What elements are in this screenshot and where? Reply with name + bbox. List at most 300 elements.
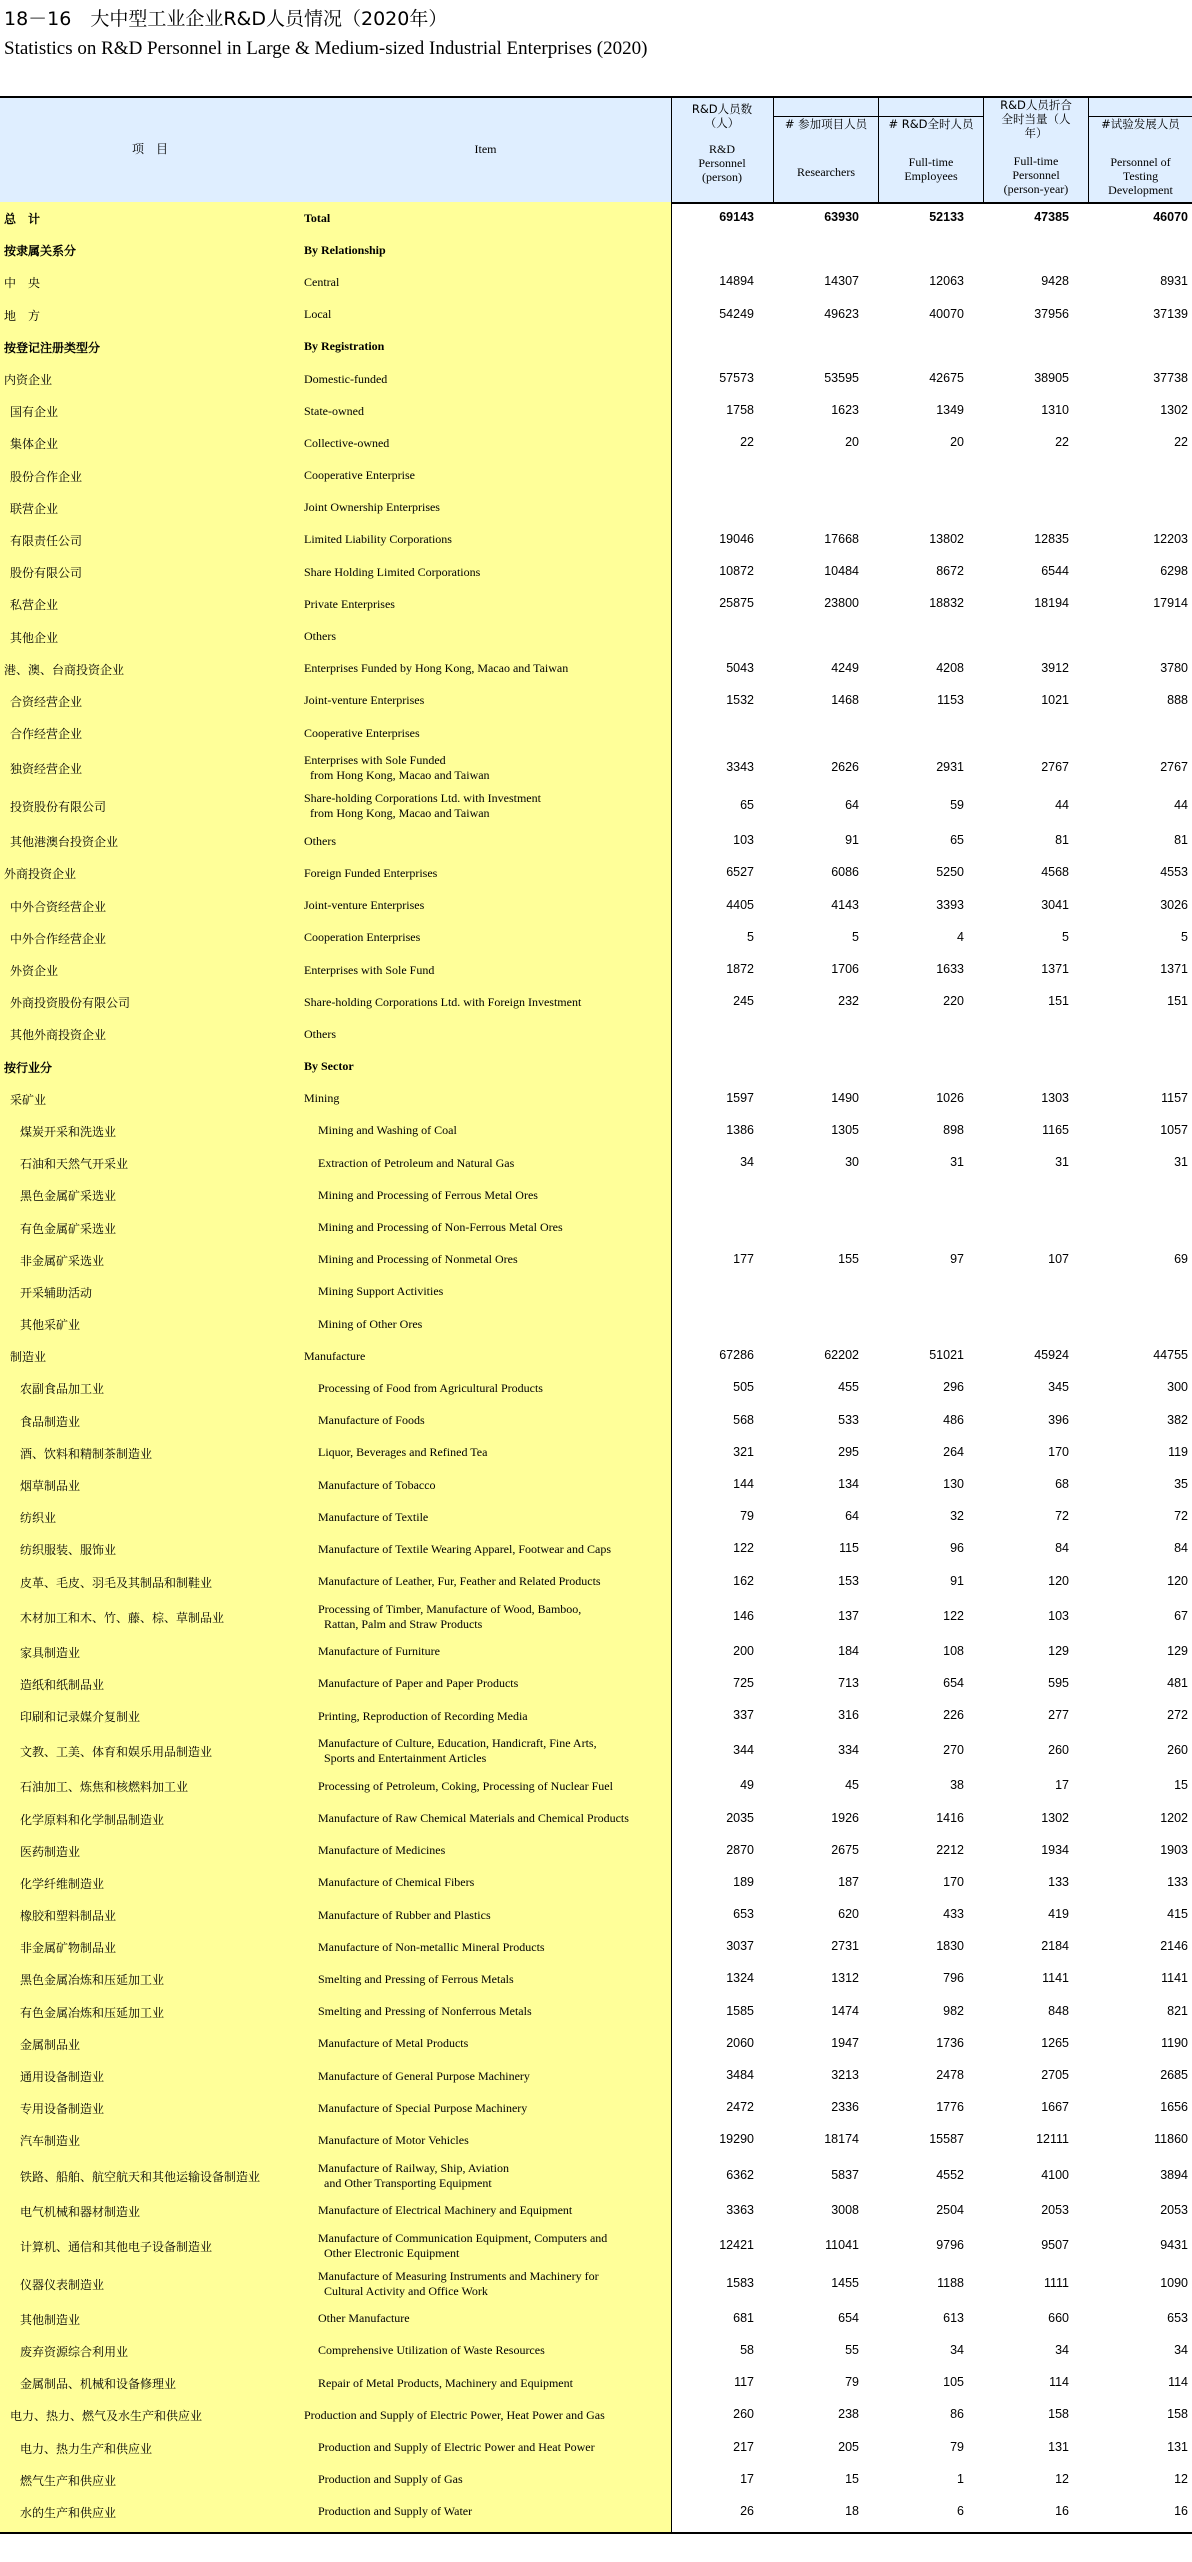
header-col-rd-personnel bbox=[671, 98, 773, 202]
row-value: 1141 bbox=[1042, 1971, 1069, 1986]
row-value: 59 bbox=[950, 798, 964, 813]
row-label-cn: 石油和天然气开采业 bbox=[20, 1157, 129, 1172]
row-value: 1141 bbox=[1161, 1971, 1188, 1986]
row-value: 65 bbox=[740, 798, 754, 813]
table-row bbox=[0, 857, 1192, 889]
row-label-en: Mining and Washing of Coal bbox=[318, 1123, 457, 1138]
row-value: 32 bbox=[950, 1509, 964, 1524]
row-label-cn: 投资股份有限公司 bbox=[10, 800, 107, 815]
row-value: 1776 bbox=[936, 2100, 964, 2115]
row-label-en: Manufacture of Motor Vehicles bbox=[318, 2132, 469, 2147]
row-label-cn: 内资企业 bbox=[4, 373, 53, 388]
row-value: 2504 bbox=[936, 2202, 964, 2217]
row-value: 1830 bbox=[936, 1939, 964, 1954]
table-row bbox=[0, 2367, 1192, 2399]
row-value: 6 bbox=[957, 2503, 964, 2518]
row-value: 595 bbox=[1048, 1675, 1069, 1690]
row-value: 129 bbox=[1167, 1643, 1188, 1658]
row-label-cn: 水的生产和供应业 bbox=[20, 2505, 117, 2520]
table-row bbox=[0, 1211, 1192, 1243]
row-label-en: Extraction of Petroleum and Natural Gas bbox=[318, 1155, 515, 1170]
row-value: 19290 bbox=[719, 2132, 754, 2147]
row-value: 505 bbox=[733, 1380, 754, 1395]
table-row bbox=[0, 2157, 1192, 2195]
row-value: 316 bbox=[838, 1708, 859, 1723]
row-value: 54249 bbox=[719, 306, 754, 321]
row-label-en: Manufacture of Non-metallic Mineral Products bbox=[318, 1939, 545, 1954]
table-row bbox=[0, 1405, 1192, 1437]
row-label-cn: 中外合作经营企业 bbox=[10, 931, 107, 946]
row-value: 2767 bbox=[1041, 760, 1069, 775]
row-value: 821 bbox=[1167, 2003, 1188, 2018]
row-value: 205 bbox=[838, 2439, 859, 2454]
row-value: 107 bbox=[1048, 1251, 1069, 1266]
row-value: 23800 bbox=[824, 596, 859, 611]
row-value: 217 bbox=[733, 2439, 754, 2454]
row-value: 12063 bbox=[929, 274, 964, 289]
row-value: 63930 bbox=[824, 210, 859, 225]
row-value: 4553 bbox=[1160, 865, 1188, 880]
table-row bbox=[0, 1802, 1192, 1834]
row-label-en: Processing of Food from Agricultural Products bbox=[318, 1380, 543, 1395]
row-value: 12 bbox=[1055, 2471, 1069, 2486]
row-value: 189 bbox=[733, 1874, 754, 1889]
header-c1-cn: R&D人员数（人） bbox=[691, 102, 753, 130]
row-value: 4405 bbox=[726, 897, 754, 912]
row-value: 30 bbox=[845, 1155, 859, 1170]
header-c2-en: Researchers bbox=[797, 165, 855, 179]
header-col-full-time-employees bbox=[879, 116, 983, 203]
row-label-cn: 独资经营企业 bbox=[10, 762, 83, 777]
row-value: 158 bbox=[1048, 2407, 1069, 2422]
row-value: 2931 bbox=[936, 760, 964, 775]
row-value: 10484 bbox=[824, 564, 859, 579]
row-value: 16 bbox=[1174, 2503, 1188, 2518]
table-row bbox=[0, 2399, 1192, 2431]
table-row bbox=[0, 588, 1192, 620]
row-label-en: Joint Ownership Enterprises bbox=[304, 500, 440, 515]
row-value: 187 bbox=[838, 1874, 859, 1889]
row-label-en: Share-holding Corporations Ltd. with Investment from Hong Kong, Macao and Taiwan bbox=[304, 791, 541, 821]
header-c3-cn: # R&D全时人员 bbox=[888, 117, 974, 131]
row-value: 1736 bbox=[936, 2035, 964, 2050]
row-value: 1597 bbox=[726, 1090, 754, 1105]
row-value: 19046 bbox=[719, 531, 754, 546]
table-row bbox=[0, 1276, 1192, 1308]
row-value: 1667 bbox=[1041, 2100, 1069, 2115]
row-label-cn: 橡胶和塑料制品业 bbox=[20, 1909, 117, 1924]
row-value: 131 bbox=[1048, 2439, 1069, 2454]
row-value: 37738 bbox=[1153, 371, 1188, 386]
row-value: 3343 bbox=[726, 760, 754, 775]
row-label-en: Enterprises Funded by Hong Kong, Macao and Taiwan bbox=[304, 661, 569, 676]
table-row bbox=[0, 266, 1192, 298]
row-value: 37139 bbox=[1153, 306, 1188, 321]
row-label-cn: 燃气生产和供应业 bbox=[20, 2473, 117, 2488]
row-value: 131 bbox=[1167, 2439, 1188, 2454]
row-value: 151 bbox=[1048, 994, 1069, 1009]
row-value: 53595 bbox=[824, 371, 859, 386]
table-row bbox=[0, 717, 1192, 749]
table-row bbox=[0, 2124, 1192, 2156]
row-value: 2478 bbox=[936, 2068, 964, 2083]
row-value: 1302 bbox=[1041, 1810, 1069, 1825]
row-value: 5 bbox=[1181, 929, 1188, 944]
row-value: 20 bbox=[950, 435, 964, 450]
row-value: 18194 bbox=[1034, 596, 1069, 611]
row-value: 1 bbox=[957, 2471, 964, 2486]
row-value: 5837 bbox=[831, 2167, 859, 2182]
row-value: 270 bbox=[943, 1743, 964, 1758]
row-label-cn: 专用设备制造业 bbox=[20, 2102, 105, 2117]
row-value: 3484 bbox=[726, 2068, 754, 2083]
page-title-cn: 18－16 大中型工业企业R&D人员情况（2020年） bbox=[4, 8, 448, 30]
row-value: 1934 bbox=[1041, 1842, 1069, 1857]
row-label-en: By Registration bbox=[304, 339, 385, 354]
row-value: 1583 bbox=[726, 2275, 754, 2290]
row-label-en: Joint-venture Enterprises bbox=[304, 898, 425, 913]
row-value: 12203 bbox=[1153, 531, 1188, 546]
row-value: 4 bbox=[957, 929, 964, 944]
row-value: 2035 bbox=[726, 1810, 754, 1825]
row-value: 12421 bbox=[719, 2237, 754, 2252]
row-label-en: Manufacture bbox=[304, 1348, 366, 1363]
table-row bbox=[0, 2227, 1192, 2265]
row-label-cn: 其他外商投资企业 bbox=[10, 1028, 107, 1043]
table-row bbox=[0, 1732, 1192, 1770]
header-c2-cn: # 参加项目人员 bbox=[784, 117, 868, 131]
row-value: 654 bbox=[838, 2310, 859, 2325]
table-row bbox=[0, 1244, 1192, 1276]
row-value: 277 bbox=[1048, 1708, 1069, 1723]
row-label-cn: 开采辅助活动 bbox=[20, 1285, 93, 1300]
row-label-cn: 铁路、船舶、航空航天和其他运输设备制造业 bbox=[20, 2169, 261, 2184]
row-value: 2053 bbox=[1160, 2202, 1188, 2217]
row-value: 120 bbox=[1167, 1573, 1188, 1588]
row-label-cn: 股份有限公司 bbox=[10, 566, 83, 581]
table-row bbox=[0, 2060, 1192, 2092]
row-value: 137 bbox=[838, 1608, 859, 1623]
row-value: 3363 bbox=[726, 2202, 754, 2217]
row-value: 14894 bbox=[719, 274, 754, 289]
row-label-en: Processing of Petroleum, Coking, Processing of Nuclear Fuel bbox=[318, 1778, 613, 1793]
row-value: 568 bbox=[733, 1412, 754, 1427]
row-label-en: Manufacture of Culture, Education, Handicraft, Fine Arts, Sports and Entertainment Articles bbox=[318, 1736, 597, 1766]
row-value: 79 bbox=[950, 2439, 964, 2454]
row-label-cn: 酒、饮料和精制茶制造业 bbox=[20, 1446, 153, 1461]
row-label-cn: 制造业 bbox=[10, 1350, 47, 1365]
row-label-en: Total bbox=[304, 210, 331, 225]
table-row bbox=[0, 890, 1192, 922]
row-value: 5 bbox=[852, 929, 859, 944]
row-value: 1656 bbox=[1160, 2100, 1188, 2115]
row-value: 1623 bbox=[831, 403, 859, 418]
table-row bbox=[0, 2195, 1192, 2227]
row-value: 4552 bbox=[936, 2167, 964, 2182]
row-value: 170 bbox=[943, 1874, 964, 1889]
row-value: 653 bbox=[1167, 2310, 1188, 2325]
row-value: 162 bbox=[733, 1573, 754, 1588]
row-value: 15 bbox=[845, 2471, 859, 2486]
row-value: 3894 bbox=[1160, 2167, 1188, 2182]
row-value: 8672 bbox=[936, 564, 964, 579]
page-title-en: Statistics on R&D Personnel in Large & Medium-sized Industrial Enterprises (2020) bbox=[4, 38, 648, 59]
table-row bbox=[0, 1899, 1192, 1931]
row-label-en: Foreign Funded Enterprises bbox=[304, 865, 438, 880]
table-row bbox=[0, 2303, 1192, 2335]
row-value: 65 bbox=[950, 833, 964, 848]
row-label-cn: 印刷和记录媒介复制业 bbox=[20, 1710, 141, 1725]
row-label-en: Manufacture of Special Purpose Machinery bbox=[318, 2100, 528, 2115]
row-value: 114 bbox=[1168, 2375, 1188, 2390]
table-row bbox=[0, 2265, 1192, 2303]
row-label-en: Repair of Metal Products, Machinery and Equipment bbox=[318, 2375, 573, 2390]
row-value: 105 bbox=[943, 2375, 964, 2390]
row-value: 69143 bbox=[719, 210, 754, 225]
table-row bbox=[0, 1668, 1192, 1700]
row-label-cn: 外资企业 bbox=[10, 964, 59, 979]
row-value: 382 bbox=[1167, 1412, 1188, 1427]
header-divider bbox=[878, 96, 879, 202]
row-value: 79 bbox=[740, 1509, 754, 1524]
row-value: 1302 bbox=[1160, 403, 1188, 418]
row-label-cn: 按登记注册类型分 bbox=[4, 340, 101, 355]
row-value: 69 bbox=[1174, 1251, 1188, 1266]
row-value: 3780 bbox=[1160, 660, 1188, 675]
table-header bbox=[0, 96, 1192, 204]
row-label-en: Manufacture of Communication Equipment, Computers and Other Electronic Equipment bbox=[318, 2230, 608, 2260]
row-value: 151 bbox=[1167, 994, 1188, 1009]
row-label-en: By Relationship bbox=[304, 242, 386, 257]
row-label-cn: 其他采矿业 bbox=[20, 1318, 81, 1333]
row-value: 45 bbox=[845, 1778, 859, 1793]
row-value: 130 bbox=[943, 1477, 964, 1492]
header-c5-cn: #试验发展人员 bbox=[1101, 117, 1180, 131]
row-value: 260 bbox=[1048, 1743, 1069, 1758]
row-value: 1416 bbox=[936, 1810, 964, 1825]
row-value: 1188 bbox=[937, 2275, 964, 2290]
row-value: 122 bbox=[733, 1541, 754, 1556]
row-value: 1157 bbox=[1161, 1090, 1188, 1105]
row-value: 1926 bbox=[831, 1810, 859, 1825]
row-value: 3026 bbox=[1160, 897, 1188, 912]
row-value: 4249 bbox=[831, 660, 859, 675]
table-row bbox=[0, 1533, 1192, 1565]
row-value: 232 bbox=[838, 994, 859, 1009]
row-value: 120 bbox=[1048, 1573, 1069, 1588]
row-value: 64 bbox=[845, 1509, 859, 1524]
row-value: 2053 bbox=[1041, 2202, 1069, 2217]
row-label-cn: 其他企业 bbox=[10, 630, 59, 645]
row-value: 2767 bbox=[1160, 760, 1188, 775]
row-label-cn: 食品制造业 bbox=[20, 1414, 81, 1429]
row-value: 22 bbox=[1055, 435, 1069, 450]
row-value: 1371 bbox=[1160, 962, 1188, 977]
row-label-en: Processing of Timber, Manufacture of Wood, Bamboo, Rattan, Palm and Straw Products bbox=[318, 1601, 582, 1631]
row-label-en: Manufacture of Railway, Ship, Aviation and Other Transporting Equipment bbox=[318, 2160, 509, 2190]
row-value: 49 bbox=[740, 1778, 754, 1793]
row-label-cn: 采矿业 bbox=[10, 1092, 47, 1107]
row-label-cn: 纺织服装、服饰业 bbox=[20, 1543, 117, 1558]
row-value: 81 bbox=[1055, 833, 1069, 848]
row-label-en: Production and Supply of Water bbox=[318, 2504, 473, 2519]
row-label-cn: 中 央 bbox=[4, 276, 41, 291]
row-value: 1324 bbox=[726, 1971, 754, 1986]
row-label-en: Limited Liability Corporations bbox=[304, 532, 452, 547]
row-value: 264 bbox=[943, 1444, 964, 1459]
row-value: 9431 bbox=[1160, 2237, 1188, 2252]
row-label-en: Printing, Reproduction of Recording Media bbox=[318, 1708, 528, 1723]
row-value: 38 bbox=[950, 1778, 964, 1793]
row-label-cn: 集体企业 bbox=[10, 437, 59, 452]
row-value: 1474 bbox=[831, 2003, 859, 2018]
row-value: 17668 bbox=[824, 531, 859, 546]
table-row bbox=[0, 299, 1192, 331]
row-value: 44 bbox=[1174, 798, 1188, 813]
header-col-testing-development bbox=[1089, 116, 1192, 203]
row-label-cn: 其他制造业 bbox=[20, 2312, 81, 2327]
table-row bbox=[0, 954, 1192, 986]
row-value: 300 bbox=[1167, 1380, 1188, 1395]
row-label-cn: 农副食品加工业 bbox=[20, 1382, 105, 1397]
row-value: 4143 bbox=[831, 897, 859, 912]
row-value: 260 bbox=[1167, 1743, 1188, 1758]
row-label-en: Manufacture of General Purpose Machinery bbox=[318, 2068, 530, 2083]
row-label-cn: 化学纤维制造业 bbox=[20, 1876, 105, 1891]
table-row bbox=[0, 620, 1192, 652]
row-value: 5043 bbox=[726, 660, 754, 675]
row-value: 134 bbox=[838, 1477, 859, 1492]
row-value: 660 bbox=[1048, 2310, 1069, 2325]
row-value: 47385 bbox=[1034, 210, 1069, 225]
row-label-cn: 地 方 bbox=[4, 308, 41, 323]
row-label-en: Cooperative Enterprises bbox=[304, 725, 420, 740]
row-value: 1455 bbox=[831, 2275, 859, 2290]
row-value: 260 bbox=[733, 2407, 754, 2422]
row-value: 245 bbox=[733, 994, 754, 1009]
row-label-cn: 黑色金属矿采选业 bbox=[20, 1189, 117, 1204]
row-value: 8931 bbox=[1160, 274, 1188, 289]
row-label-cn: 石油加工、炼焦和核燃料加工业 bbox=[20, 1780, 189, 1795]
row-value: 653 bbox=[733, 1907, 754, 1922]
row-value: 31 bbox=[950, 1155, 964, 1170]
row-label-cn: 家具制造业 bbox=[20, 1645, 81, 1660]
row-label-cn: 汽车制造业 bbox=[20, 2134, 81, 2149]
row-value: 97 bbox=[950, 1251, 964, 1266]
row-label-cn: 文教、工美、体育和娱乐用品制造业 bbox=[20, 1745, 213, 1760]
row-value: 67286 bbox=[719, 1348, 754, 1363]
table-row bbox=[0, 2431, 1192, 2463]
row-label-en: Smelting and Pressing of Ferrous Metals bbox=[318, 1971, 514, 1986]
row-label-cn: 外商投资股份有限公司 bbox=[10, 996, 131, 1011]
row-value: 396 bbox=[1048, 1412, 1069, 1427]
row-value: 848 bbox=[1048, 2003, 1069, 2018]
row-value: 2146 bbox=[1160, 1939, 1188, 1954]
header-divider bbox=[983, 96, 984, 202]
row-value: 15587 bbox=[929, 2132, 964, 2147]
row-value: 35 bbox=[1174, 1477, 1188, 1492]
row-label-en: Smelting and Pressing of Nonferrous Metals bbox=[318, 2004, 532, 2019]
header-item-en-col bbox=[300, 98, 671, 202]
row-value: 11041 bbox=[825, 2237, 859, 2252]
row-value: 5 bbox=[1062, 929, 1069, 944]
row-value: 433 bbox=[943, 1907, 964, 1922]
row-value: 4568 bbox=[1041, 865, 1069, 880]
table-row bbox=[0, 2092, 1192, 2124]
row-value: 5250 bbox=[936, 865, 964, 880]
table-row bbox=[0, 1867, 1192, 1899]
table-row bbox=[0, 2496, 1192, 2528]
row-label-en: Manufacture of Tobacco bbox=[318, 1477, 436, 1492]
row-value: 1111 bbox=[1043, 2275, 1069, 2290]
row-value: 45924 bbox=[1034, 1348, 1069, 1363]
row-value: 1165 bbox=[1042, 1122, 1069, 1137]
row-value: 888 bbox=[1167, 692, 1188, 707]
row-label-cn: 股份合作企业 bbox=[10, 469, 83, 484]
row-value: 2731 bbox=[831, 1939, 859, 1954]
table-row bbox=[0, 1835, 1192, 1867]
row-label-en: Manufacture of Metal Products bbox=[318, 2036, 469, 2051]
row-value: 337 bbox=[733, 1708, 754, 1723]
row-value: 96 bbox=[950, 1541, 964, 1556]
row-value: 533 bbox=[838, 1412, 859, 1427]
row-value: 133 bbox=[1048, 1874, 1069, 1889]
row-value: 1633 bbox=[936, 962, 964, 977]
row-value: 1021 bbox=[1041, 692, 1069, 707]
row-label-cn: 金属制品、机械和设备修理业 bbox=[20, 2377, 177, 2392]
table-row bbox=[0, 427, 1192, 459]
row-value: 1090 bbox=[1160, 2275, 1188, 2290]
row-label-en: Mining and Processing of Ferrous Metal Ores bbox=[318, 1187, 538, 1202]
row-label-cn: 外商投资企业 bbox=[4, 867, 77, 882]
row-value: 4100 bbox=[1041, 2167, 1069, 2182]
row-label-en: Liquor, Beverages and Refined Tea bbox=[318, 1445, 488, 1460]
row-label-en: Other Manufacture bbox=[318, 2311, 410, 2326]
row-value: 2675 bbox=[831, 1842, 859, 1857]
table-row bbox=[0, 1083, 1192, 1115]
table-row bbox=[0, 749, 1192, 787]
row-value: 1305 bbox=[831, 1122, 859, 1137]
row-label-en: Manufacture of Furniture bbox=[318, 1644, 440, 1659]
row-value: 1190 bbox=[1161, 2035, 1188, 2050]
row-value: 117 bbox=[734, 2375, 754, 2390]
row-label-cn: 纺织业 bbox=[20, 1511, 57, 1526]
header-item-en: Item bbox=[474, 142, 497, 156]
table-row bbox=[0, 1340, 1192, 1372]
row-value: 17914 bbox=[1153, 596, 1188, 611]
row-value: 22 bbox=[1174, 435, 1188, 450]
row-value: 3037 bbox=[726, 1939, 754, 1954]
row-value: 177 bbox=[733, 1251, 754, 1266]
header-c3-en: Full-time Employees bbox=[904, 155, 958, 183]
row-label-cn: 其他港澳台投资企业 bbox=[10, 835, 119, 850]
row-label-en: Manufacture of Measuring Instruments and Machinery for Cultural Activity and Office Work bbox=[318, 2268, 599, 2298]
row-label-cn: 化学原料和化学制品制造业 bbox=[20, 1812, 165, 1827]
table-row bbox=[0, 1931, 1192, 1963]
row-value: 52133 bbox=[929, 210, 964, 225]
row-value: 17 bbox=[1055, 1778, 1069, 1793]
row-value: 1153 bbox=[937, 692, 964, 707]
row-value: 119 bbox=[1168, 1444, 1188, 1459]
table-row bbox=[0, 685, 1192, 717]
header-item-cn-col bbox=[0, 98, 300, 202]
row-value: 2705 bbox=[1041, 2068, 1069, 2083]
row-label-cn: 私营企业 bbox=[10, 598, 59, 613]
row-value: 3008 bbox=[831, 2202, 859, 2217]
row-value: 419 bbox=[1048, 1907, 1069, 1922]
row-value: 91 bbox=[950, 1573, 964, 1588]
row-value: 481 bbox=[1167, 1675, 1188, 1690]
